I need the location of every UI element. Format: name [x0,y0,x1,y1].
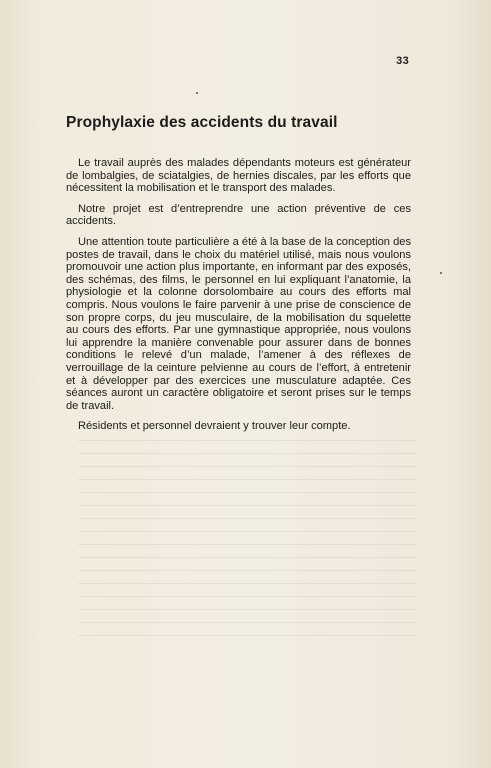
bleed-through-texture [78,440,418,670]
paper-speck [440,272,442,274]
paragraph-conclusion: Résidents et personnel devraient y trouver leur compte. [78,420,351,433]
page-number: 33 [396,55,409,67]
section-title: Prophylaxie des accidents du travail [66,114,338,131]
body-text [66,157,411,441]
paragraph-details: Une attention toute particulière a été à la base de la conception des postes de travail, dans le choix du matériel utilisé, mais nous voulons promouvoir une action plus importante, en informant par des exposés, des schémas, des films, le personnel en lui expliquant l’anatomie, la physiologie et la colonne dorsolombaire au cours des efforts mal compris. Nous voulons le faire parvenir à une prise de conscience de son propre corps, du jeu musculaire, de la mobilisation du squelette au cours des efforts. Par une gymnastique appropriée, nous voulons lui apprendre la manière convenable pour assurer dans de bonnes conditions le relevé d’un malade, l’amener à des réflexes de verrouillage de la ceinture pelvienne au cours de l’effort, à entretenir et à développer par des exercices une musculature adaptée. Ces séances auront un caractère obligatoire et seront prises sur le temps de travail. [66,235,411,412]
paper-speck [196,92,198,94]
paragraph-intro: Le travail auprès des malades dépendants moteurs est générateur de lombalgies, de sciatalgies, de hernies discales, par les efforts que nécessitent la mobilisation et le transport des malades. [66,157,411,195]
paragraph-project: Notre projet est d’entreprendre une action préventive de ces accidents. [66,202,411,228]
